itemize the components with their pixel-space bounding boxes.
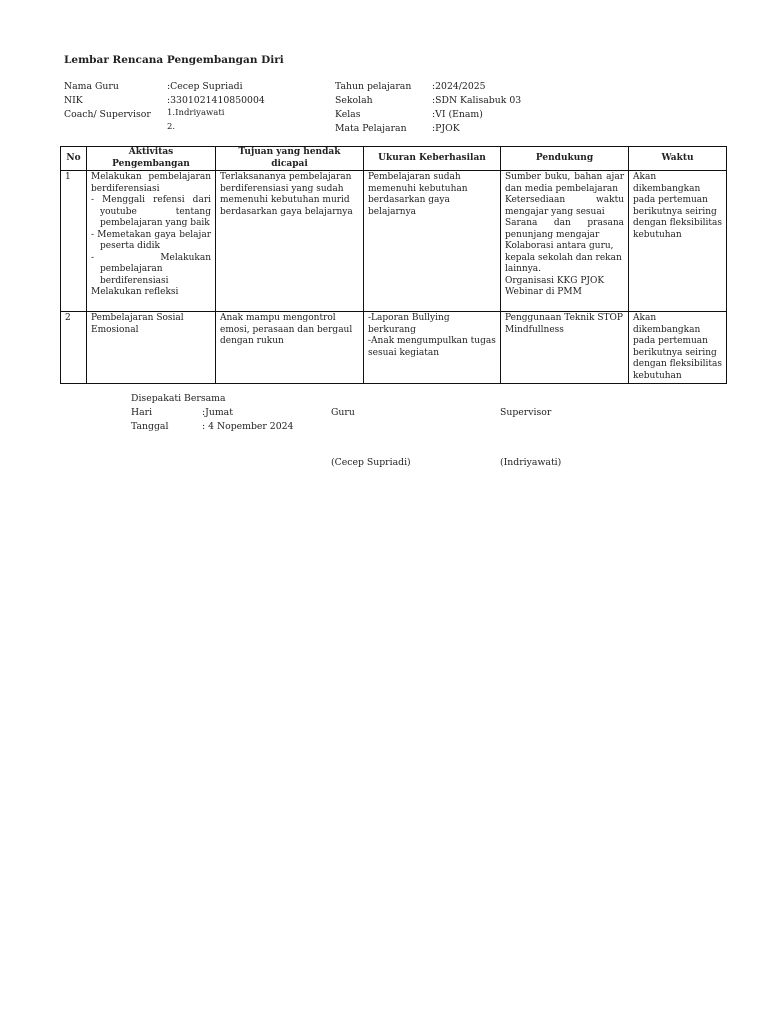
hari-value: :Jumat bbox=[202, 407, 233, 418]
development-plan-table bbox=[60, 146, 727, 384]
tahun-label: Tahun pelajaran bbox=[335, 81, 412, 92]
aktivitas-intro: Melakukan pembelajaran berdiferensiasi bbox=[91, 172, 211, 194]
sekolah-value: :SDN Kalisabuk 03 bbox=[432, 95, 522, 106]
table-row bbox=[61, 171, 727, 312]
header-no: No bbox=[61, 147, 87, 171]
cell-aktivitas: Pembelajaran Sosial Emosional bbox=[87, 312, 216, 384]
cell-ukuran: Pembelajaran sudah memenuhi kebutuhan berdasarkan gaya belajarnya bbox=[364, 171, 501, 312]
supervisor-signature-name: (Indriyawati) bbox=[500, 457, 562, 468]
coach-value-2: 2. bbox=[167, 122, 176, 132]
header-tujuan: Tujuan yang hendak dicapai bbox=[216, 147, 364, 171]
supervisor-label: Supervisor bbox=[500, 407, 552, 418]
sekolah-label: Sekolah bbox=[335, 95, 373, 106]
nama-guru-label: Nama Guru bbox=[64, 81, 119, 92]
pendukung-item: Sumber buku, bahan ajar dan media pembelajaran bbox=[505, 172, 624, 194]
guru-label: Guru bbox=[331, 407, 355, 418]
document-title: Lembar Rencana Pengembangan Diri bbox=[64, 54, 284, 66]
tahun-value: :2024/2025 bbox=[432, 81, 486, 92]
header-ukuran: Ukuran Keberhasilan bbox=[364, 147, 501, 171]
tanggal-value: : 4 Nopember 2024 bbox=[202, 421, 294, 432]
ukuran-item: -Anak mengumpulkan tugas sesuai kegiatan bbox=[368, 336, 496, 358]
cell-ukuran bbox=[364, 312, 501, 384]
cell-waktu: Akan dikembangkan pada pertemuan berikutnya seiring dengan fleksibilitas kebutuhan bbox=[629, 171, 727, 312]
mapel-label: Mata Pelajaran bbox=[335, 123, 407, 134]
ukuran-item: -Laporan Bullying berkurang bbox=[368, 313, 450, 335]
pendukung-item: Sarana dan prasana penunjang mengajar bbox=[505, 218, 624, 240]
pendukung-item: Organisasi KKG PJOK bbox=[505, 275, 605, 286]
pendukung-item: Webinar di PMM bbox=[505, 287, 582, 297]
aktivitas-bullet: - Melakukan pembelajaran berdiferensiasi bbox=[91, 252, 211, 286]
agreement-heading: Disepakati Bersama bbox=[131, 393, 226, 404]
pendukung-item: Ketersediaan waktu mengajar yang sesuai bbox=[505, 195, 624, 217]
header-waktu: Waktu bbox=[629, 147, 727, 171]
nik-label: NIK bbox=[64, 95, 83, 106]
cell-pendukung bbox=[501, 171, 629, 312]
kelas-value: :VI (Enam) bbox=[432, 109, 483, 120]
coach-label: Coach/ Supervisor bbox=[64, 109, 151, 120]
cell-no: 1 bbox=[61, 171, 87, 312]
nama-guru-value: :Cecep Supriadi bbox=[167, 81, 243, 92]
aktivitas-bullet: - Menggali refensi dari youtube tentang pembelajaran yang baik bbox=[91, 195, 211, 228]
cell-aktivitas bbox=[87, 171, 216, 312]
cell-pendukung: Penggunaan Teknik STOP Mindfullness bbox=[501, 312, 629, 384]
pendukung-item: Kolaborasi antara guru, kepala sekolah dan rekan lainnya. bbox=[505, 241, 622, 274]
header-pendukung: Pendukung bbox=[501, 147, 629, 171]
cell-waktu: Akan dikembangkan pada pertemuan berikutnya seiring dengan fleksibilitas kebutuhan bbox=[629, 312, 727, 384]
mapel-value: :PJOK bbox=[432, 123, 460, 134]
header-aktivitas: Aktivitas Pengembangan bbox=[87, 147, 216, 171]
tanggal-label: Tanggal bbox=[131, 421, 169, 432]
cell-tujuan: Anak mampu mengontrol emosi, perasaan dan bergaul dengan rukun bbox=[216, 312, 364, 384]
hari-label: Hari bbox=[131, 407, 153, 418]
cell-tujuan: Terlaksananya pembelajaran berdiferensiasi yang sudah memenuhi kebutuhan murid berdasarkan gaya belajarnya bbox=[216, 171, 364, 312]
aktivitas-bullet: - Memetakan gaya belajar peserta didik bbox=[91, 229, 211, 251]
aktivitas-outro: Melakukan refleksi bbox=[91, 287, 179, 297]
cell-no: 2 bbox=[61, 312, 87, 384]
nik-value: :3301021410850004 bbox=[167, 95, 265, 106]
coach-value-1: 1.Indriyawati bbox=[167, 108, 225, 118]
table-header-row bbox=[61, 147, 727, 171]
table-row bbox=[61, 312, 727, 384]
guru-signature-name: (Cecep Supriadi) bbox=[331, 457, 411, 468]
kelas-label: Kelas bbox=[335, 109, 361, 120]
